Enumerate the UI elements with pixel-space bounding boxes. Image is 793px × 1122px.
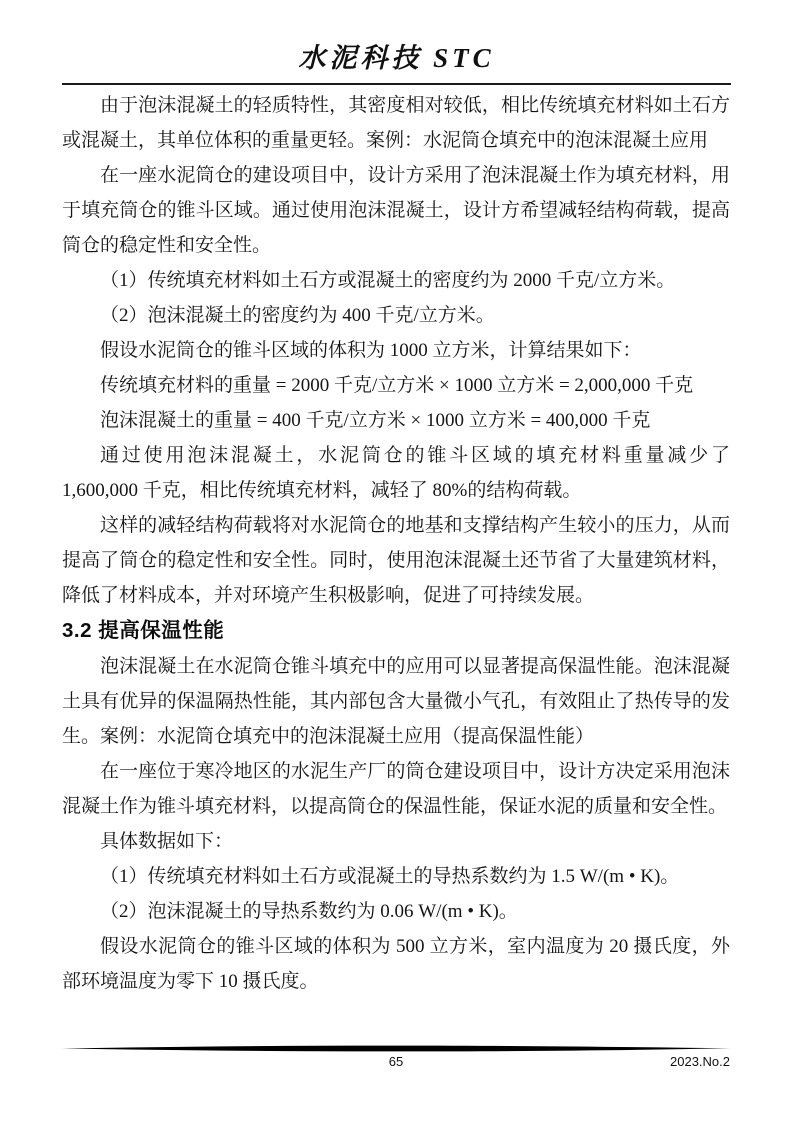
list-item: （1）传统填充材料如土石方或混凝土的导热系数约为 1.5 W/(m • K)。 bbox=[100, 866, 680, 887]
paragraph: 这样的减轻结构荷载将对水泥筒仓的地基和支撑结构产生较小的压力，从而提高了筒仓的稳定性和安全性。同时，使用泡沫混凝土还节省了大量建筑材料，降低了材料成本，并对环境产生积极影响，促进了可持续发展。 bbox=[62, 515, 730, 606]
formula-line: 传统填充材料的重量 = 2000 千克/立方米 × 1000 立方米 = 2,000,000 千克 bbox=[100, 375, 694, 396]
issue-label: 2023.No.2 bbox=[670, 1054, 730, 1069]
journal-title: 水泥科技 STC bbox=[298, 43, 495, 73]
list-item: （1）传统填充材料如土石方或混凝土的密度约为 2000 千克/立方米。 bbox=[100, 270, 676, 291]
header-rule bbox=[62, 83, 731, 85]
paragraph: 在一座水泥筒仓的建设项目中，设计方采用了泡沫混凝土作为填充材料，用于填充筒仓的锥斗区域。通过使用泡沫混凝土，设计方希望减轻结构荷载，提高筒仓的稳定性和安全性。 bbox=[62, 165, 730, 256]
list-item: （2）泡沫混凝土的导热系数约为 0.06 W/(m • K)。 bbox=[100, 901, 518, 922]
paragraph: 假设水泥筒仓的锥斗区域的体积为 500 立方米，室内温度为 20 摄氏度，外部环境温度为零下 10 摄氏度。 bbox=[62, 936, 730, 992]
paragraph: 在一座位于寒冷地区的水泥生产厂的筒仓建设项目中，设计方决定采用泡沫混凝土作为锥斗填充材料，以提高筒仓的保温性能，保证水泥的质量和安全性。 bbox=[62, 761, 730, 817]
page-footer bbox=[62, 1044, 730, 1072]
footer-row bbox=[62, 1054, 730, 1072]
list-item: （2）泡沫混凝土的密度约为 400 千克/立方米。 bbox=[100, 305, 495, 326]
paragraph: 假设水泥筒仓的锥斗区域的体积为 1000 立方米，计算结果如下： bbox=[100, 340, 642, 361]
section-heading: 3.2 提高保温性能 bbox=[62, 619, 225, 642]
paragraph: 通过使用泡沫混凝土，水泥筒仓的锥斗区域的填充材料重量减少了 1,600,000 千克，相比传统填充材料，减轻了 80%的结构荷载。 bbox=[62, 445, 730, 501]
document-body bbox=[62, 88, 730, 999]
paragraph: 由于泡沫混凝土的轻质特性，其密度相对较低，相比传统填充材料如土石方或混凝土，其单位体积的重量更轻。案例：水泥筒仓填充中的泡沫混凝土应用 bbox=[62, 95, 730, 151]
paragraph: 泡沫混凝土在水泥筒仓锥斗填充中的应用可以显著提高保温性能。泡沫混凝土具有优异的保温隔热性能，其内部包含大量微小气孔，有效阻止了热传导的发生。案例：水泥筒仓填充中的泡沫混凝土应用（提高保温性能） bbox=[62, 656, 730, 747]
footer-rule bbox=[62, 1044, 730, 1053]
page-number: 65 bbox=[388, 1054, 404, 1069]
page-header bbox=[62, 0, 731, 85]
paragraph: 具体数据如下： bbox=[100, 831, 234, 852]
formula-line: 泡沫混凝土的重量 = 400 千克/立方米 × 1000 立方米 = 400,000 千克 bbox=[100, 410, 651, 431]
